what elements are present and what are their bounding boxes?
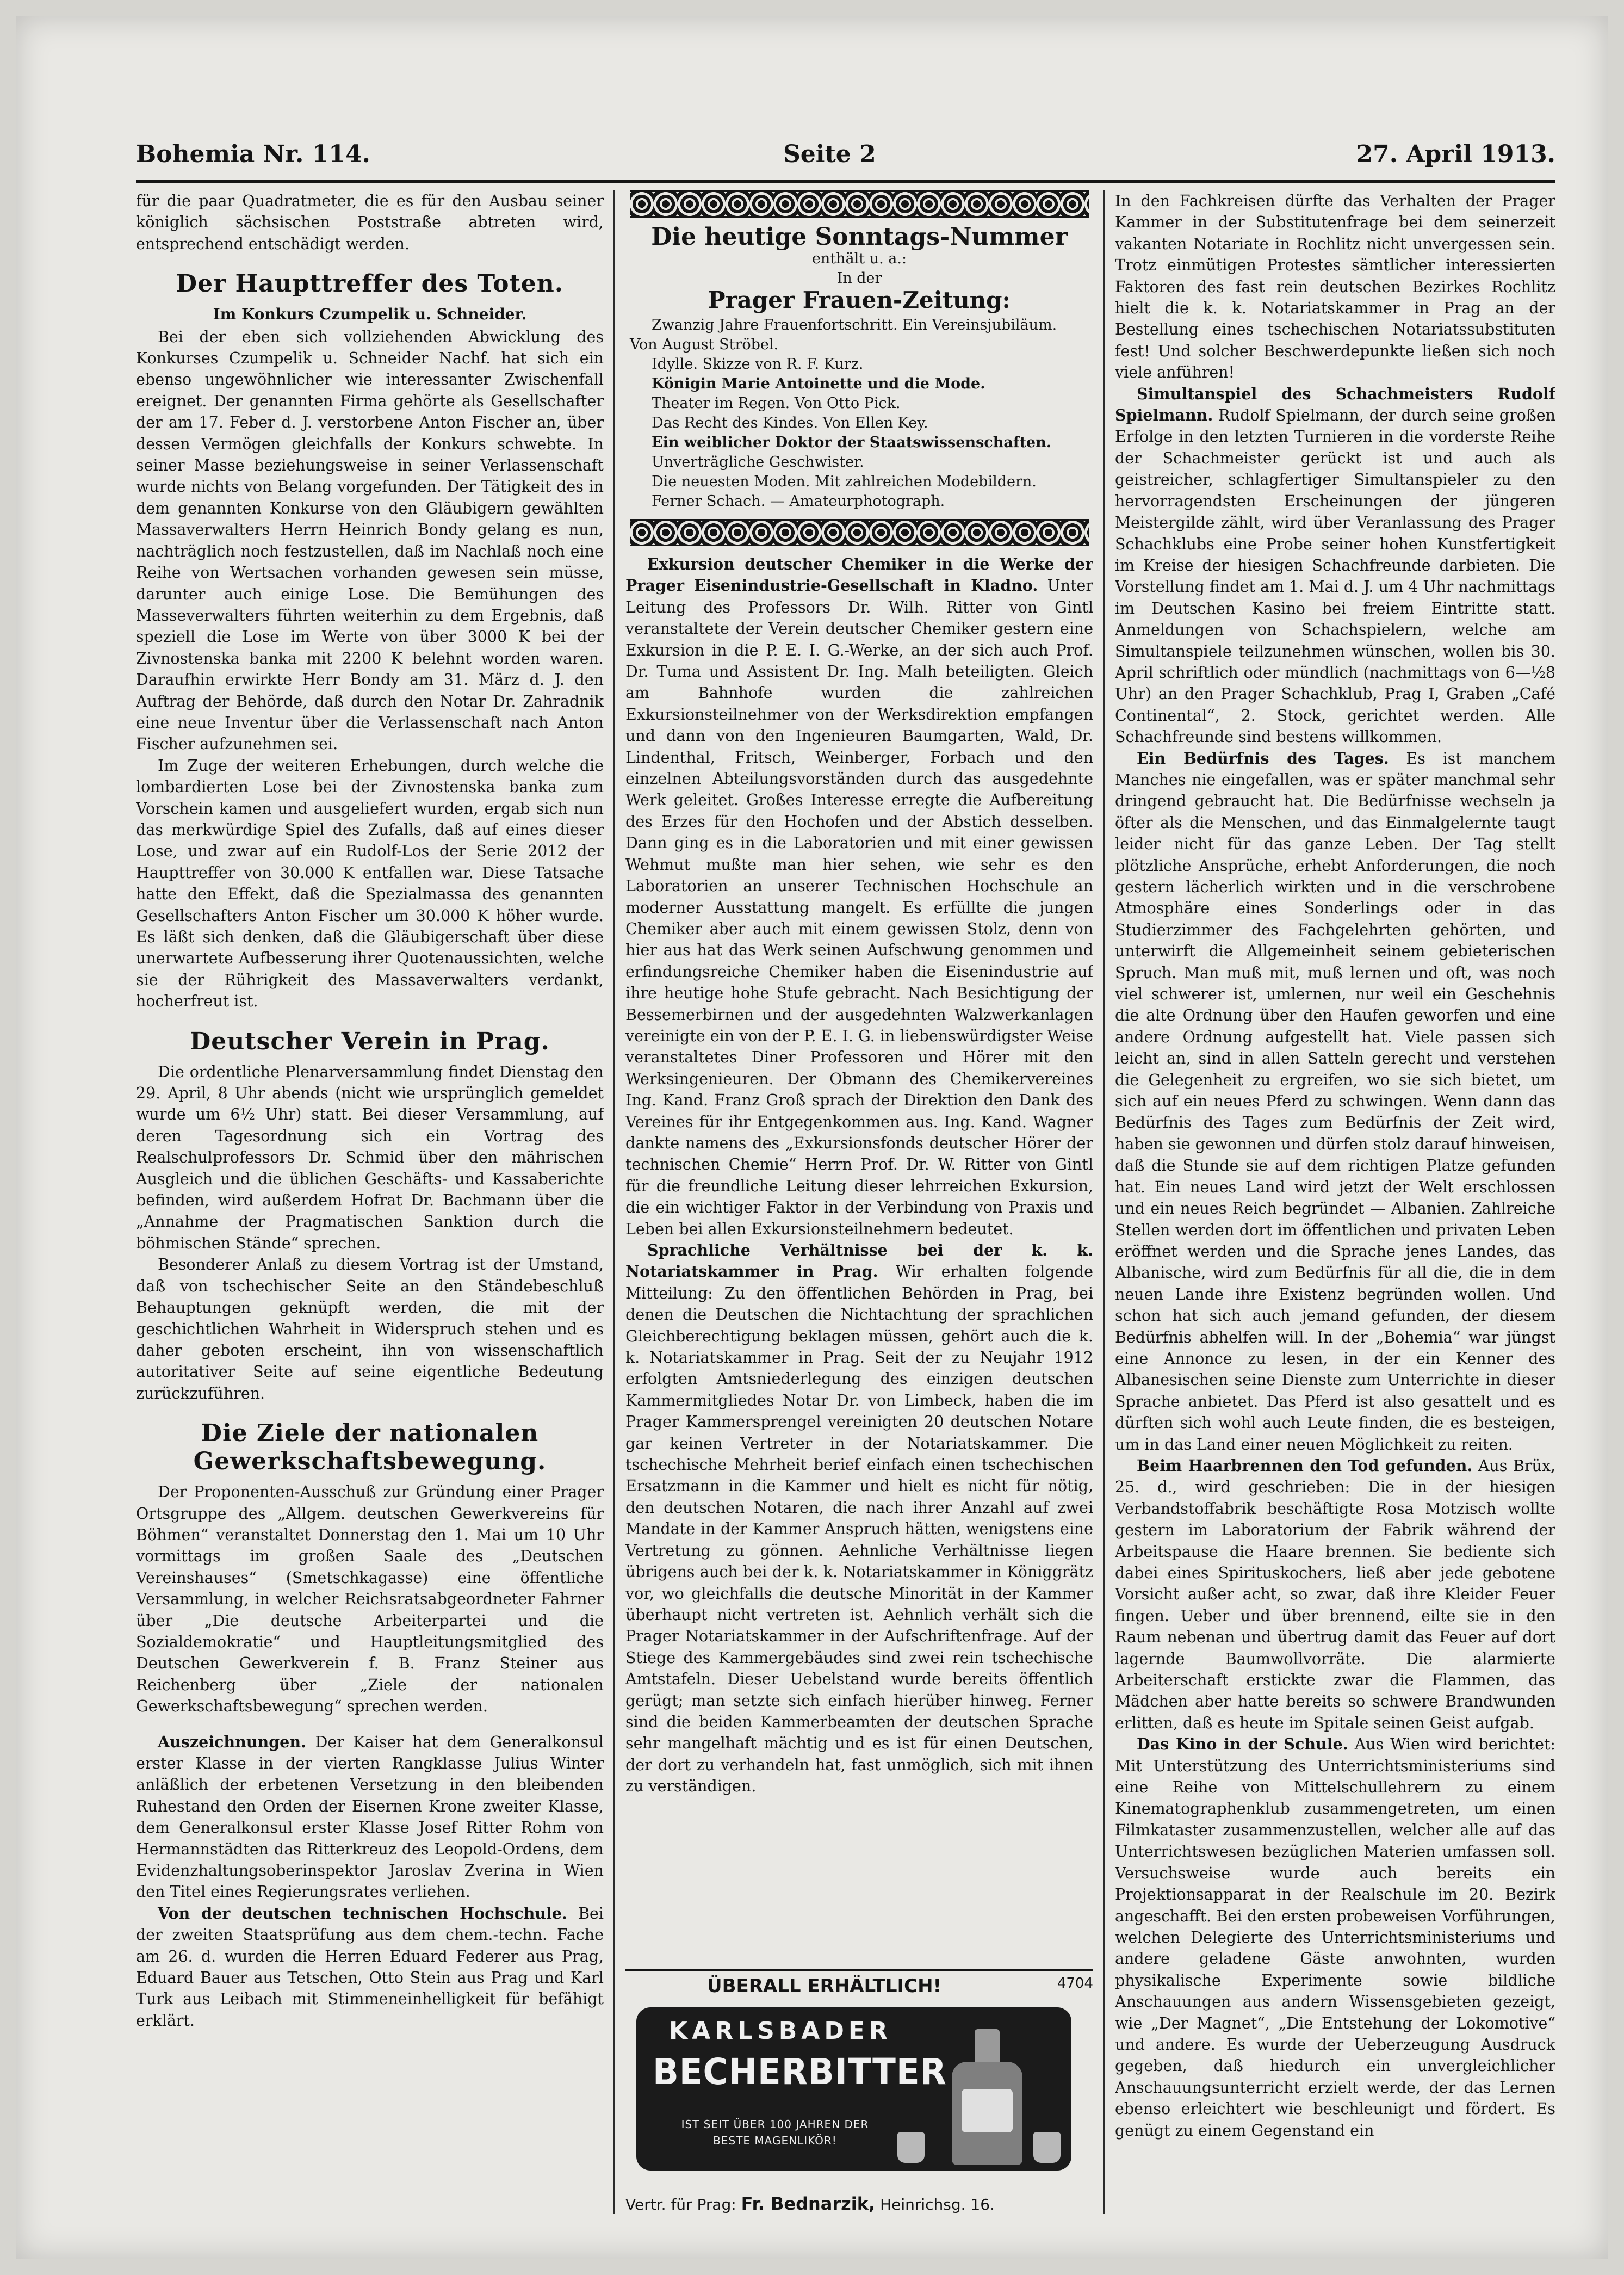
column-1: [136, 190, 604, 2214]
masthead-date: 27. April 1913.: [1356, 140, 1555, 168]
article-continuation: für die paar Quadratmeter, die es für den Ausbau seiner königlich sächsischen Poststraße abtreten wird, entsprechend entschädigt werden.: [136, 192, 604, 253]
ad-panel: [636, 2007, 1071, 2171]
news-text: Unter Leitung des Professors Dr. Wilh. Ritter von Gintl veranstaltete der Verein deutscher Chemiker gestern eine Exkursion in die P. E. I. G.-Werke, an der sich auch Prof. Dr. Tuma und Assistent Dr. Ing. Malh beteiligten. Gleich am Bahnhofe wurden die zahlreichen Exkursionsteilnehmer von der Werksdirektion empfangen und dann von den Ingenieuren Baumgarten, Wald, Dr. Lindenthal, Fritsch, Weinberger, Forbach und den einzelnen Abteilungsvorständen durch das ausgedehnte Werk geleitet. Großes Interesse erregte die Aufbereitung des Erzes für den Hochofen und der Abstich desselben. Dann ging es in die Laboratorien und mit einer gewissen Wehmut mußte man hier sehen, wie sehr es den Laboratorien an unserer Technischen Hochschule an moderner Ausstattung mangelt. Es erfüllte die jungen Chemiker aber auch mit einem gewissen Stolz, denn von hier aus hat das Werk seinen Aufschwung genommen und erfindungsreiche Chemiker haben die Eisenindustrie auf ihre heutige hohe Stufe gebracht. Nach Besichtigung der Bessemerbirnen und der ausgedehnten Walzwerkanlagen vereinigte ein von der P. E. I. G. in liebenswürdigster Weise veranstaltetes Diner Professoren und Hörer mit den Werksingenieuren. Der Obmann des Chemikervereines Ing. Kand. Franz Groß sprach der Direktion den Dank des Vereines für ihr Entgegenkommen aus. Ing. Kand. Wagner dankte namens des „Exkursionsfonds deutscher Hörer der technischen Chemie“ Herrn Prof. Dr. W. Ritter von Gintl für die freundliche Leitung dieser lehrreichen Exkursion, die ein wichtiger Faktor in der Verbindung von Praxis und Leben bei allen Exkursionsteilnehmern bedeutet.: [625, 577, 1093, 1238]
runin-title: Das Kino in der Schule.: [1137, 1735, 1348, 1754]
news-text: Bei der zweiten Staatsprüfung aus dem chem.-techn. Fache am 26. d. wurden die Herren Eduard Federer aus Prag, Eduard Bauer aus Tetschen, Otto Stein aus Prag und Karl Turk aus Leibach mit Stimmeneinhelligkeit für befähigt erklärt.: [136, 1904, 604, 2030]
masthead: [136, 131, 1555, 183]
runin-title: Von der deutschen technischen Hochschule.: [158, 1903, 567, 1922]
article-paragraph: Bei der eben sich vollziehenden Abwicklung des Konkurses Czumpelik u. Schneider Nachf. hat sich ein ebenso ungewöhnlicher wie interessanter Zwischenfall ereignet. Der genannten Firma gehörte als Gesellschafter der am 17. Feber d. J. verstorbene Anton Fischer an, über dessen Vermögen gleichfalls der Konkurs schwebte. In seiner Masse beziehungsweise in seiner Verlassenschaft wurde nichts von Belang vorgefunden. Der Tätigkeit des in dem genannten Konkurse von den Gläubigern gewählten Massaverwalters Herrn Heinrich Bondy gelang es nun, nachträglich noch festzustellen, daß im Nachlaß noch eine Reihe von Wertsachen vorhanden gewesen sein müsse, darunter auch einige Lose. Die Bemühungen des Masseverwalters führten weiterhin zu dem Ergebnis, daß speziell die Lose im Werte von über 3000 K bei der Zivnostenska banka mit 2200 K belehnt worden waren. Daraufhin erwirkte Herr Bondy am 31. März d. J. den Auftrag der Behörde, daß durch den Notar Dr. Zahradnik eine neue Inventur über die Verlassenschaft nach Anton Fischer aufzunehmen sei.: [136, 327, 604, 753]
subheadline: Im Konkurs Czumpelik u. Schneider.: [213, 305, 527, 324]
column-2: [625, 190, 1093, 2214]
box-item: Königin Marie Antoinette und die Mode.: [652, 375, 985, 392]
ad-brand-becherbitter: BECHERBITTER: [653, 2051, 947, 2093]
ad-number: 4704: [1057, 1975, 1093, 1992]
ad-agent-address: Heinrichsg. 16.: [880, 2196, 995, 2214]
ad-footer: [625, 2193, 1093, 2214]
headline-haupttreffer: Der Haupttreffer des Toten.: [176, 270, 564, 298]
news-text: Aus Brüx, 25. d., wird geschrieben: Die in der hiesigen Verbandstoffabrik beschäftigte Rosa Motzisch wollte gestern im Laboratorium der Fabrik während der Arbeitspause die Haare brennen. Sie bediente sich dabei eines Spirituskochers, ließ aber jede gebotene Vorsicht außer acht, so zwar, daß ihre Kleider Feuer fingen. Ueber und über brennend, eilte sie in den Raum nebenan und übertrug damit das Feuer auf dort lagernde Baumwollvorräte. Die alarmierte Arbeiterschaft erstickte zwar die Flammen, das Mädchen aber hatte bereits so schwere Brandwunden erlitten, daß es heute im Spitale seinen Geist aufgab.: [1115, 1456, 1555, 1732]
article-paragraph: Im Zuge der weiteren Erhebungen, durch welche die lombardierten Lose bei der Zivnostenska banka zum Vorschein kamen und ausgeliefert wurden, ergab sich nun das merkwürdige Spiel des Zufalls, daß auf eines dieser Lose, und zwar auf ein Rudolf-Los der Serie 2012 der Haupttreffer von 30.000 K entfallen war. Diese Tatsache hatte den Effekt, daß die Spezialmassa des genannten Gesellschafters Anton Fischer um 30.000 K höher wurde. Es läßt sich denken, daß die Gläubigerschaft über diese unerwartete Aufbesserung ihrer Quotenaussichten, welche sie der Rührigkeit des Massaverwalters verdankt, hocherfreut ist.: [136, 756, 604, 1011]
ad-agent-label: Vertr. für Prag:: [625, 2196, 736, 2214]
news-item: [1115, 384, 1555, 748]
runin-title: Auszeichnungen.: [158, 1732, 306, 1751]
news-item: [1115, 1734, 1555, 2141]
box-item: Idylle. Skizze von R. F. Kurz.: [652, 356, 864, 373]
news-item: [625, 554, 1093, 1240]
glass-icon: [897, 2132, 925, 2163]
ad-claim: IST SEIT ÜBER 100 JAHREN DER BESTE MAGENLIKÖR!: [681, 2118, 869, 2147]
news-text: Rudolf Spielmann, der durch seine großen Erfolge in den letzten Turnieren in die vorderste Reihe der Schachmeister gerückt ist und auch als geistreicher, schlagfertiger Simultanspieler zu den hervorragendsten Erscheinungen der jüngeren Meistergilde zählt, wird über Veranlassung des Prager Schachklubs eine Probe seiner hohen Kunstfertigkeit im Kreise der hiesigen Schachfreunde darbieten. Die Vorstellung findet am 1. Mai d. J. um 4 Uhr nachmittags im Deutschen Kasino bei freiem Eintritte statt. Anmeldungen von Schachspielern, welche am Simultanspiele teilzunehmen wünschen, wollen bis 30. April schriftlich oder mündlich (nachmittags von 6—½8 Uhr) an den Prager Schachklub, Prag I, Graben „Café Continental“, 2. Stock, gerichtet werden. Alle Schachfreunde sind bestens willkommen.: [1115, 406, 1555, 746]
masthead-page: Seite 2: [783, 140, 876, 168]
ornament-border: [630, 190, 1089, 218]
headline-gewerkschaft: Die Ziele der nationalen Gewerkschaftsbewegung.: [193, 1419, 547, 1476]
news-item: [1115, 1455, 1555, 1734]
box-contains: enthält u. a.:: [811, 250, 907, 267]
ad-agent-name: Fr. Bednarzik,: [741, 2193, 876, 2214]
box-in: In der: [836, 270, 882, 287]
column-rule: [613, 190, 615, 2214]
runin-title: Exkursion deutscher Chemiker in die Werke der Prager Eisenindustrie-Gesellschaft in Kladno.: [625, 555, 1093, 595]
news-item: [625, 1240, 1093, 1797]
news-text: Es ist manchem Manches nie eingefallen, was er später manchmal sehr dringend gebraucht hat. Die Bedürfnisse wechseln ja öfter als die Menschen, und das Einmalgelernte taugt leider nicht für das ganze Leben. Der Tag stellt plötzliche Ansprüche, erhebt Anforderungen, die noch gestern lächerlich wirkten und in die verschrobene Atmosphäre eines Sonderlings oder in das Studierzimmer des Fachgelehrten gehörten, und unterwirft die Allgemeinheit seinem gebieterischen Spruch. Man muß mit, muß lernen und oft, was noch viel schwerer ist, umlernen, nur weil ein Geschehnis die alte Ordnung über den Haufen geworfen und eine andere Ordnung aufgestellt hat. Viele passen sich leicht an, sind in allen Satteln gerecht und verstehen die Gelegenheit zu ergreifen, wo sie sich bietet, um sich auf ein neues Pferd zu schwingen. Wenn dann das Bedürfnis des Tages zum Bedürfnis der Zeit wird, haben sie gewonnen und dürfen stolz darauf hinweisen, daß die Stunde sie auf dem richtigen Platze gefunden hat. Ein neues Land wird jetzt der Welt erschlossen und ein neues Reich begründet — Albanien. Zahlreiche Stellen werden dort im öffentlichen und privaten Leben eröffnet werden und die Sprache jenes Landes, das Albanische, wird zum Bedürfnis für all die, die in dem neuen Lande ihre Existenz begründen wollen. Und schon hat sich auch jemand gefunden, der diesem Bedürfnis abhelfen will. In der „Bohemia“ war jüngst eine Annonce zu lesen, in der ein Kenner des Albanesischen seine Dienste zum Unterrichte in dieser Sprache anbietet. Das Pferd ist also gesattelt und es dürften sich wohl auch Leute finden, die es besteigen, um in das Land einer neuen Möglichkeit zu reiten.: [1115, 749, 1555, 1454]
box-item: Ein weiblicher Doktor der Staatswissenschaften.: [652, 434, 1052, 451]
article-continuation: In den Fachkreisen dürfte das Verhalten der Prager Kammer in der Substitutenfrage bei dem seinerzeit vakanten Notariate in Rochlitz nicht unvergessen sein. Trotz einmütigen Protestes sämtlicher interessierten Faktoren des fast rein deutschen Bezirkes Rochlitz hielt die k. k. Notariatskammer in Prag an der Bestellung eines tschechischen Notariatssubstituten fest! Und solcher Beschwerdepunkte ließen sich noch viele anführen!: [1115, 192, 1555, 382]
bottle-icon: [952, 2029, 1022, 2165]
box-item: Die neuesten Moden. Mit zahlreichen Modebildern.: [652, 473, 1037, 490]
news-item: [136, 1732, 604, 1903]
ad-header: [625, 1969, 1093, 1997]
runin-title: Ein Bedürfnis des Tages.: [1137, 749, 1389, 768]
runin-title: Sprachliche Verhältnisse bei der k. k. Notariatskammer in Prag.: [625, 1241, 1093, 1281]
news-text: Wir erhalten folgende Mitteilung: Zu den öffentlichen Behörden in Prag, bei denen die Deutschen die Nichtachtung der sprachlichen Gleichberechtigung beklagen müssen, gehört auch die k. k. Notariatskammer in Prag. Seit der zu Neujahr 1912 erfolgten Amtsniederlegung des einzigen deutschen Kammermitgliedes Notar Dr. von Limbeck, haben die im Prager Kammersprengel vereinigten 20 deutschen Notare gar keinen Vertreter in der Notariatskammer. Die tschechische Mehrheit berief einfach einen tschechischen Ersatzmann in die Kammer und hielt es nicht für nötig, den deutschen Notaren, die nach ihrer Anzahl auf zwei Mandate in der Kammer Anspruch hätten, wenigstens eine Vertretung zu gönnen. Aehnliche Verhältnisse liegen übrigens auch bei der k. k. Notariatskammer in Königgrätz vor, wo gleichfalls die deutsche Minorität in der Kammer überhaupt nicht vertreten ist. Aehnlich verhält sich die Prager Notariatskammer in der Aufschriftenfrage. Auf der Stiege des Kammergebäudes sind zwei rein tschechische Amtstafeln. Dieser Uebelstand wurde bereits öffentlich gerügt; man setzte sich einfach hierüber hinweg. Ferner sind die beiden Kammerbeamten der deutschen Sprache sehr mangelhaft mächtig und es ist für einen Deutschen, der dort zu verhandeln hat, fast unmöglich, sich mit ihnen zu verständigen.: [625, 1263, 1093, 1796]
box-item: Theater im Regen. Von Otto Pick.: [652, 395, 901, 412]
box-item: Das Recht des Kindes. Von Ellen Key.: [652, 415, 928, 431]
masthead-paper: Bohemia Nr. 114.: [136, 140, 370, 168]
ad-brand-karlsbader: KARLSBADER: [669, 2017, 892, 2045]
runin-title: Beim Haarbrennen den Tod gefunden.: [1137, 1456, 1473, 1475]
box-paper-title: Prager Frauen-Zeitung:: [708, 287, 1011, 313]
ad-slogan: ÜBERALL ERHÄLTLICH!: [707, 1975, 942, 1997]
news-item: [136, 1903, 604, 2031]
column-3: [1115, 190, 1555, 2214]
newspaper-page: [136, 131, 1555, 2214]
news-text: Der Kaiser hat dem Generalkonsul erster Klasse in der vierten Rangklasse Julius Winter anläßlich der erbetenen Versetzung in den bleibenden Ruhestand den Orden der Eisernen Krone zweiter Klasse, dem Generalkonsul erster Klasse Josef Ritter Rohm von Hermannstädten das Ritterkreuz des Leopold-Ordens, dem Evidenzhaltungsoberinspektor Jaroslav Zverina in Wien den Titel eines Regierungsrates verliehen.: [136, 1733, 604, 1901]
news-text: Aus Wien wird berichtet: Mit Unterstützung des Unterrichtsministeriums sind eine Reihe von Mittelschullehrern zu einem Kinematographenklub zusammengetreten, um einen Filmkataster zusammenzustellen, welcher alle auf das Unterrichtswesen bezüglichen Materien umfassen soll. Versuchsweise wurde auch bereits ein Projektionsapparat in der Realschule im 20. Bezirk angeschafft. Bei den ersten probeweisen Vorführungen, welchen Delegierte des Unterrichtsministeriums und andere geladene Gäste anwohnten, wurden physikalische Experimente sowie bildliche Anschauungen aus andern Wissensgebieten gezeigt, wie „Der Magnet“, „Die Entstehung der Lokomotive“ und andere. Es wurde der Ueberzeugung Ausdruck gegeben, daß hiedurch ein unvergleichlicher Anschauungsunterricht erzielt werde, der das Lernen ebenso erleichtert wie beschleunigt und fördert. Es genügt zu einem Gegenstand ein: [1115, 1735, 1555, 2140]
article-paragraph: Die ordentliche Plenarversammlung findet Dienstag den 29. April, 8 Uhr abends (nicht wie ursprünglich gemeldet wurde um 6½ Uhr) statt. Bei dieser Versammlung, auf deren Tagesordnung sich ein Vortrag des Realschulprofessors Dr. Schmid über den mährischen Ausgleich und die üblichen Geschäfts- und Kassaberichte befinden, wird außerdem Hofrat Dr. Bachmann über die „Annahme der Pragmatischen Sanktion durch die böhmischen Stände“ sprechen.: [136, 1062, 604, 1252]
runin-title: Simultanspiel des Schachmeisters Rudolf Spielmann.: [1115, 384, 1555, 425]
ornament-border: [630, 519, 1089, 546]
box-item: Zwanzig Jahre Frauenfortschritt. Ein Vereinsjubiläum. Von August Ströbel.: [630, 317, 1057, 353]
box-item: Unverträgliche Geschwister.: [652, 454, 864, 471]
box-title: Die heutige Sonntags-Nummer: [651, 223, 1068, 251]
news-item: [1115, 748, 1555, 1455]
newspaper-sheet: [16, 16, 1608, 2259]
article-paragraph: Der Proponenten-Ausschuß zur Gründung einer Prager Ortsgruppe des „Allgem. deutschen Gewerkvereins für Böhmen“ veranstaltet Donnerstag den 1. Mai um 10 Uhr vormittags im großen Saale des „Deutschen Vereinshauses“ (Smetschkagasse) eine öffentliche Versammlung, in welcher Reichsratsabgeordneter Fahrner über „Die deutsche Arbeiterpartei und die Sozialdemokratie“ und Hauptleitungsmitglied des Deutschen Gewerkverein f. B. Franz Steiner aus Reichenberg über „Ziele der nationalen Gewerkschaftsbewegung“ sprechen werden.: [136, 1483, 604, 1716]
box-item: Ferner Schach. — Amateurphotograph.: [652, 493, 945, 510]
becherbitter-advertisement: [625, 1969, 1093, 2214]
column-rule: [1103, 190, 1105, 2214]
article-paragraph: Besonderer Anlaß zu diesem Vortrag ist der Umstand, daß von tschechischer Seite an den Ständebeschluß Behauptungen geknüpft werden, die mit der geschichtlichen Wahrheit in Widerspruch stehen und es daher geboten erscheint, ihn von wissenschaftlich autoritativer Seite auf seine eigentliche Bedeutung zurückzuführen.: [136, 1256, 604, 1402]
sunday-edition-box: [625, 190, 1093, 546]
glass-icon: [1033, 2132, 1061, 2163]
headline-deutscher-verein: Deutscher Verein in Prag.: [190, 1027, 550, 1055]
